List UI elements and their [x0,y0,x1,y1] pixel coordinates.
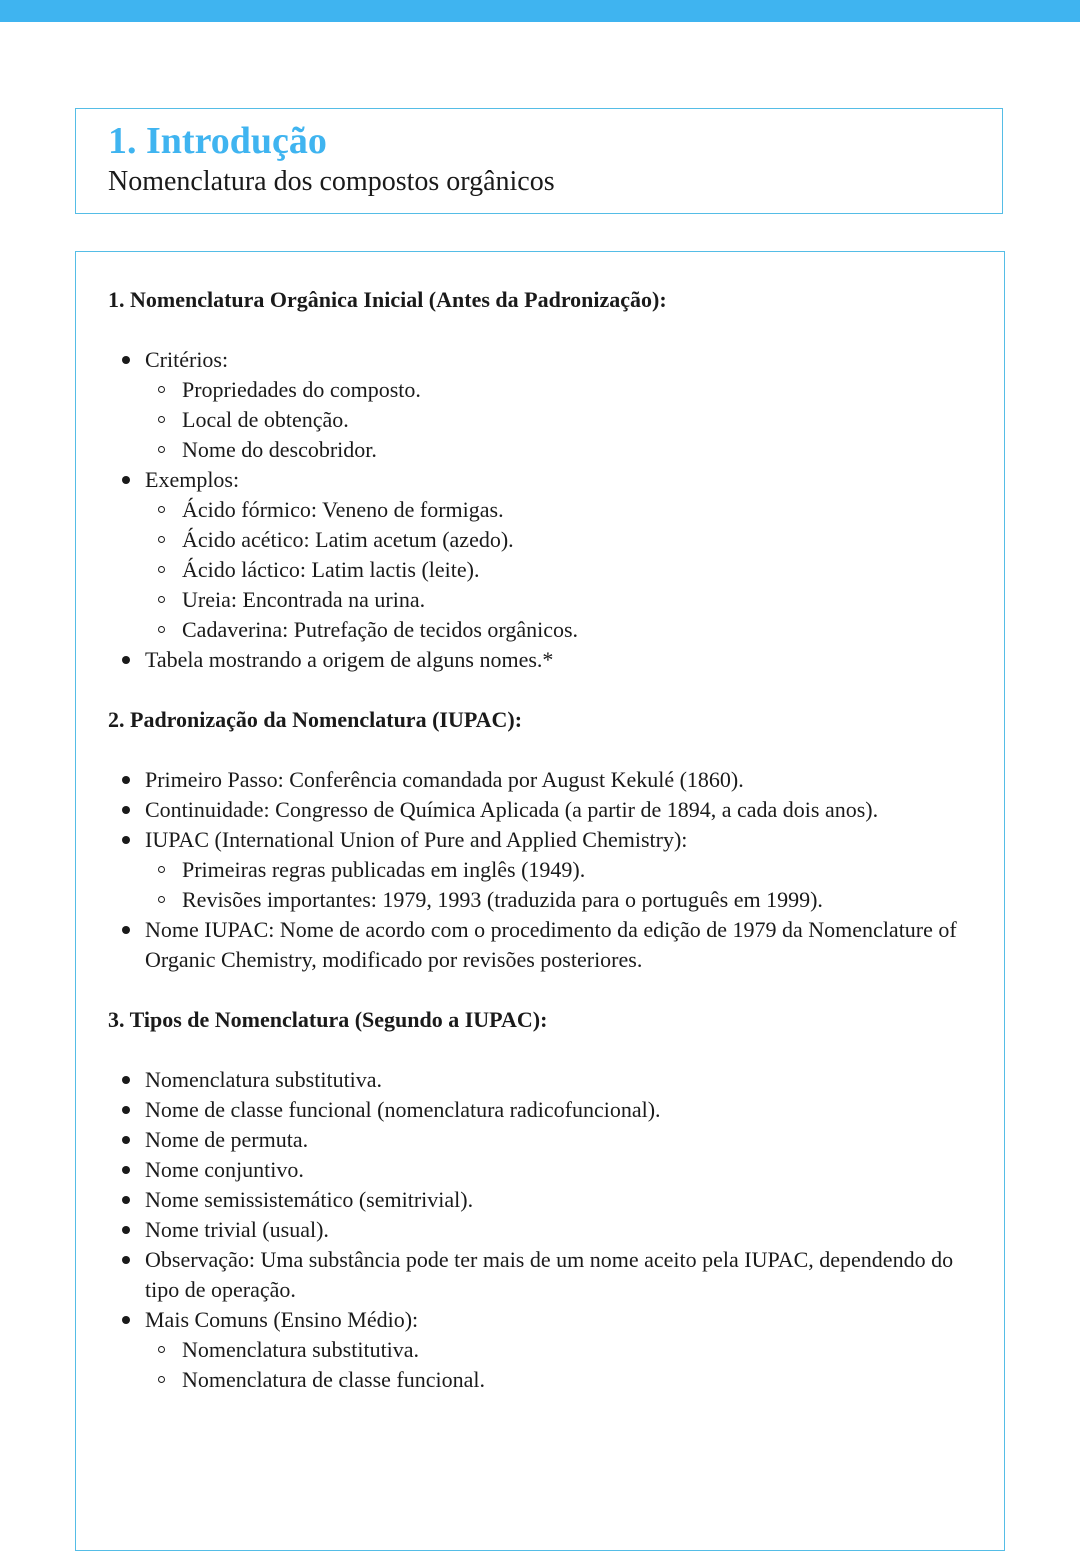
list-item [108,765,972,795]
bullet-dot-icon [122,836,130,844]
bullet-dot-icon [122,1196,130,1204]
bullet-dot-icon [122,356,130,364]
sub-list-item [145,525,972,555]
list-item [108,1095,972,1125]
list-item-text: Nome de permuta. [145,1127,309,1152]
list-item-text: Continuidade: Congresso de Química Aplicada (a partir de 1894, a cada dois anos). [145,797,879,822]
list-item-text: Nome trivial (usual). [145,1217,329,1242]
list-item [108,1065,972,1095]
bullet-dot-icon [122,1166,130,1174]
sub-list-item-text: Local de obtenção. [182,407,349,432]
bullet-dot-icon [122,1226,130,1234]
list-item [108,465,972,645]
list-item [108,1305,972,1395]
list-item-text: Nome IUPAC: Nome de acordo com o procedimento da edição de 1979 da Nomenclature of Organic Chemistry, modificado por revisões posteriores. [145,917,957,972]
list-item [108,1155,972,1185]
bullet-dot-icon [122,1316,130,1324]
list-item-text: Primeiro Passo: Conferência comandada por August Kekulé (1860). [145,767,744,792]
hollow-bullet-icon [158,896,165,903]
bullet-dot-icon [122,1136,130,1144]
title-card [75,108,1003,214]
sub-list [145,375,972,465]
sub-list-item-text: Nomenclatura substitutiva. [182,1337,420,1362]
bullet-list [108,1065,972,1395]
list-item-text: Observação: Uma substância pode ter mais de um nome aceito pela IUPAC, dependendo do tipo de operação. [145,1247,954,1302]
list-item-text: Mais Comuns (Ensino Médio): [145,1307,419,1332]
sub-list-item-text: Cadaverina: Putrefação de tecidos orgânicos. [182,617,579,642]
sub-list-item [145,405,972,435]
content-card [75,251,1005,1551]
sub-list-item [145,615,972,645]
sub-list-item-text: Ácido fórmico: Veneno de formigas. [182,497,504,522]
list-item-text: Critérios: [145,347,229,372]
section-title: 1. Nomenclatura Orgânica Inicial (Antes da Padronização): [108,287,667,312]
list-item [108,1215,972,1245]
sub-list [145,855,972,915]
list-item [108,1125,972,1155]
sub-list-item [145,375,972,405]
sub-list-item-text: Ácido acético: Latim acetum (azedo). [182,527,514,552]
sub-list [145,1335,972,1395]
sections-container [108,285,972,1395]
list-item-text: Nome semissistemático (semitrivial). [145,1187,474,1212]
hollow-bullet-icon [158,1346,165,1353]
list-item [108,1245,972,1305]
list-item [108,825,972,915]
list-item [108,345,972,465]
hollow-bullet-icon [158,536,165,543]
sub-list-item-text: Revisões importantes: 1979, 1993 (traduzida para o português em 1999). [182,887,823,912]
sub-list-item [145,435,972,465]
bullet-list [108,345,972,675]
sub-list-item-text: Primeiras regras publicadas em inglês (1949). [182,857,586,882]
hollow-bullet-icon [158,506,165,513]
hollow-bullet-icon [158,596,165,603]
hollow-bullet-icon [158,416,165,423]
hollow-bullet-icon [158,1376,165,1383]
sub-list [145,495,972,645]
hollow-bullet-icon [158,386,165,393]
sub-list-item-text: Ureia: Encontrada na urina. [182,587,426,612]
list-item [108,645,972,675]
top-accent-bar [0,0,1080,22]
sub-list-item-text: Nomenclatura de classe funcional. [182,1367,485,1392]
hollow-bullet-icon [158,446,165,453]
hollow-bullet-icon [158,866,165,873]
bullet-dot-icon [122,1076,130,1084]
sub-list-item-text: Nome do descobridor. [182,437,377,462]
sub-list-item [145,855,972,885]
bullet-dot-icon [122,806,130,814]
list-item-text: Tabela mostrando a origem de alguns nomes.* [145,647,554,672]
sub-list-item [145,555,972,585]
bullet-dot-icon [122,926,130,934]
bullet-dot-icon [122,656,130,664]
sub-list-item [145,1365,972,1395]
list-item [108,795,972,825]
bullet-dot-icon [122,476,130,484]
bullet-dot-icon [122,776,130,784]
page-title: 1. Introdução [108,120,327,162]
sub-list-item-text: Propriedades do composto. [182,377,421,402]
list-item [108,915,972,975]
hollow-bullet-icon [158,626,165,633]
sub-list-item [145,1335,972,1365]
list-item-text: IUPAC (International Union of Pure and Applied Chemistry): [145,827,688,852]
page-subtitle: Nomenclatura dos compostos orgânicos [108,166,555,197]
section-title: 3. Tipos de Nomenclatura (Segundo a IUPAC): [108,1007,548,1032]
bullet-list [108,765,972,975]
hollow-bullet-icon [158,566,165,573]
list-item-text: Nome de classe funcional (nomenclatura radicofuncional). [145,1097,661,1122]
list-item-text: Nome conjuntivo. [145,1157,304,1182]
sub-list-item [145,885,972,915]
sub-list-item-text: Ácido láctico: Latim lactis (leite). [182,557,480,582]
sub-list-item [145,495,972,525]
bullet-dot-icon [122,1256,130,1264]
list-item-text: Nomenclatura substitutiva. [145,1067,383,1092]
bullet-dot-icon [122,1106,130,1114]
sub-list-item [145,585,972,615]
list-item [108,1185,972,1215]
section-title: 2. Padronização da Nomenclatura (IUPAC): [108,707,523,732]
list-item-text: Exemplos: [145,467,240,492]
